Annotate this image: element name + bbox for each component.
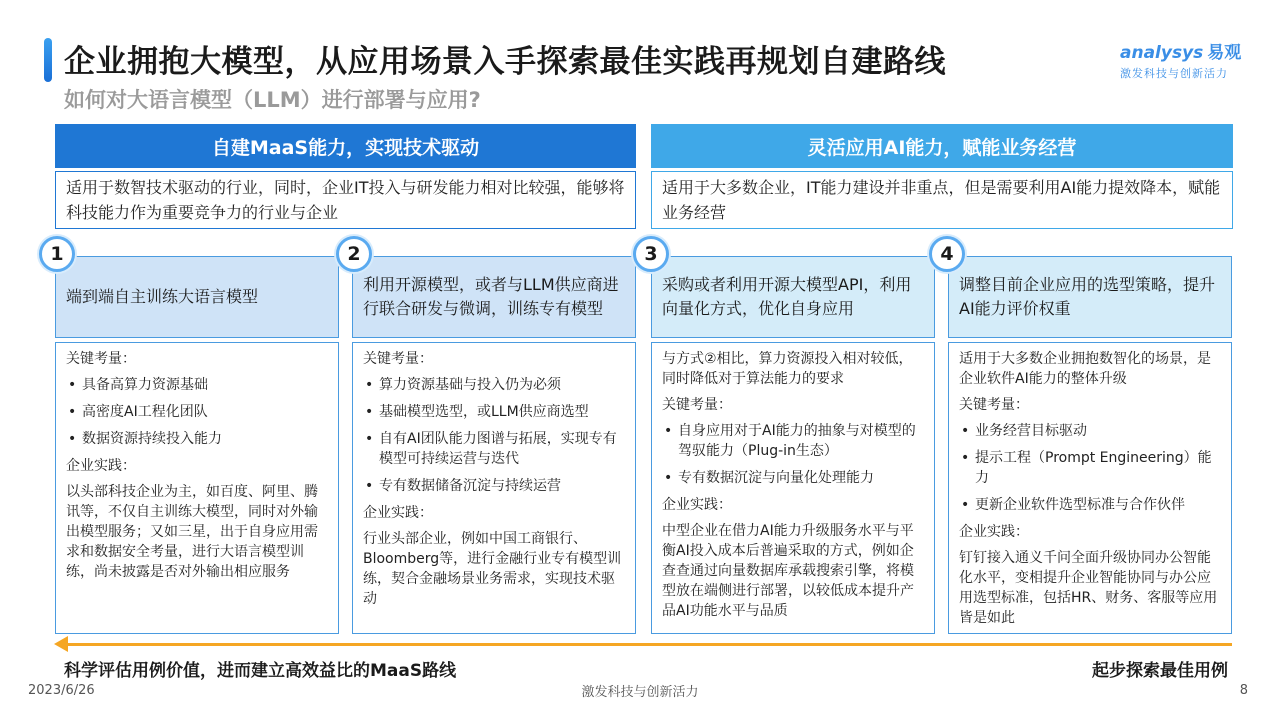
top-left-heading: 自建MaaS能力，实现技术驱动 [55, 124, 636, 168]
approach-heading-1: 端到端自主训练大语言模型 [55, 256, 339, 338]
list-item: • 具备高算力资源基础 [66, 375, 328, 395]
step-badge-3: 3 [633, 236, 669, 272]
approach-heading-3: 采购或者利用开源大模型API，利用向量化方式，优化自身应用 [651, 256, 935, 338]
footer-date: 2023/6/26 [28, 683, 95, 698]
logo-brand-en: analysys [1120, 43, 1204, 63]
practice-label-3: 企业实践： [662, 497, 732, 513]
page-subtitle: 如何对大语言模型（LLM）进行部署与应用? [64, 88, 481, 112]
practice-text-3: 中型企业在借力AI能力升级服务水平与平衡AI投入成本后普遍采取的方式，例如企查查通过向量数据库承载搜索引擎，将模型放在端侧进行部署，以较低成本提升产品AI功能水平与品质 [662, 523, 914, 619]
approach-column-3 [651, 256, 935, 634]
intro-text-3: 与方式②相比，算力资源投入相对较低，同时降低对于算法能力的要求 [662, 351, 913, 387]
approach-heading-2: 利用开源模型，或者与LLM供应商进行联合研发与微调，训练专有模型 [352, 256, 636, 338]
title-accent-bar [44, 38, 52, 82]
logo-brand-cn: 易观 [1207, 43, 1242, 63]
bottom-left-caption: 科学评估用例价值，进而建立高效益比的MaaS路线 [64, 661, 457, 681]
approach-heading-4: 调整目前企业应用的选型策略，提升AI能力评价权重 [948, 256, 1232, 338]
list-item: • 专有数据储备沉淀与持续运营 [363, 476, 625, 496]
page-title: 企业拥抱大模型，从应用场景入手探索最佳实践再规划自建路线 [64, 44, 946, 80]
list-item: • 提示工程（Prompt Engineering）能力 [959, 448, 1221, 488]
step-badge-1: 1 [39, 236, 75, 272]
list-item: • 数据资源持续投入能力 [66, 429, 328, 449]
list-item: • 专有数据沉淀与向量化处理能力 [662, 468, 924, 488]
key-label-4: 关键考量： [959, 397, 1029, 413]
list-item: • 基础模型选型，或LLM供应商选型 [363, 402, 625, 422]
key-label-1: 关键考量： [66, 351, 136, 367]
approach-column-2 [352, 256, 636, 634]
progress-arrow-line [60, 643, 1232, 646]
bottom-right-caption: 起步探索最佳用例 [1092, 661, 1228, 681]
list-item: • 更新企业软件选型标准与合作伙伴 [959, 495, 1221, 515]
arrow-left-icon [54, 636, 68, 652]
top-right-description: 适用于大多数企业，IT能力建设并非重点，但是需要利用AI能力提效降本，赋能业务经营 [651, 171, 1233, 229]
practice-label-1: 企业实践： [66, 458, 136, 474]
key-label-2: 关键考量： [363, 351, 433, 367]
step-badge-4: 4 [929, 236, 965, 272]
top-right-heading: 灵活应用AI能力，赋能业务经营 [651, 124, 1233, 168]
step-badge-2: 2 [336, 236, 372, 272]
approach-column-1 [55, 256, 339, 634]
list-item: • 业务经营目标驱动 [959, 421, 1221, 441]
intro-text-4: 适用于大多数企业拥抱数智化的场景，是企业软件AI能力的整体升级 [959, 351, 1211, 387]
approach-body-4 [948, 342, 1232, 634]
brand-logo [1120, 38, 1270, 82]
logo-tagline: 激发科技与创新活力 [1120, 67, 1228, 80]
practice-label-2: 企业实践： [363, 505, 433, 521]
practice-label-4: 企业实践： [959, 524, 1029, 540]
page-number: 8 [1239, 683, 1248, 698]
list-item: • 高密度AI工程化团队 [66, 402, 328, 422]
approach-column-4 [948, 256, 1232, 634]
top-left-description: 适用于数智技术驱动的行业，同时，企业IT投入与研发能力相对比较强，能够将科技能力作为重要竞争力的行业与企业 [55, 171, 636, 229]
key-label-3: 关键考量： [662, 397, 732, 413]
list-item: • 自身应用对于AI能力的抽象与对模型的驾驭能力（Plug-in生态） [662, 421, 924, 461]
footer-tagline: 激发科技与创新活力 [581, 685, 699, 700]
approach-body-3 [651, 342, 935, 634]
practice-text-2: 行业头部企业，例如中国工商银行、Bloomberg等，进行金融行业专有模型训练，契合金融场景业务需求，实现技术驱动 [363, 531, 622, 607]
practice-text-1: 以头部科技企业为主，如百度、阿里、腾讯等，不仅自主训练大模型，同时对外输出模型服务；又如三星，出于自身应用需求和数据安全考量，进行大语言模型训练，尚未披露是否对外输出相应服务 [66, 484, 318, 580]
list-item: • 算力资源基础与投入仍为必须 [363, 375, 625, 395]
list-item: • 自有AI团队能力图谱与拓展，实现专有模型可持续运营与迭代 [363, 429, 625, 469]
approach-body-1 [55, 342, 339, 634]
practice-text-4: 钉钉接入通义千问全面升级协同办公智能化水平，变相提升企业智能协同与办公应用选型标准，包括HR、财务、客服等应用皆是如此 [959, 550, 1218, 626]
approach-body-2 [352, 342, 636, 634]
